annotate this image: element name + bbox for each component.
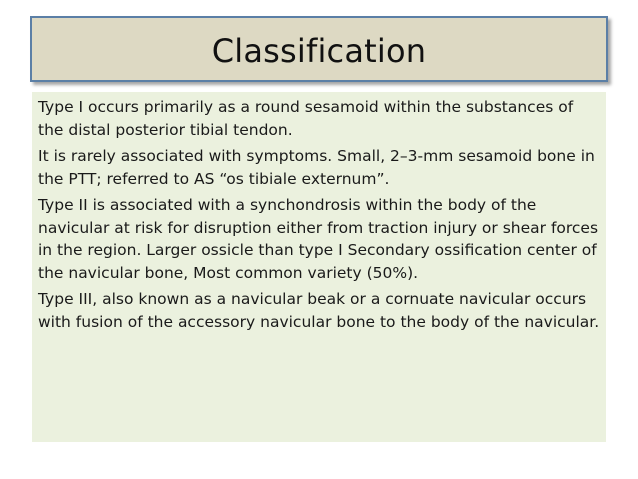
content-box [32,92,606,442]
title-box [30,16,608,82]
paragraph-type-2: Type II is associated with a synchondrosis within the body of the navicular at risk for disruption either from traction injury or shear forces in the region. Larger ossicle than type I Secondary ossification center of the navicular bone, Most common variety (50%). [38,196,599,282]
paragraph-type-3: Type III, also known as a navicular beak or a cornuate navicular occurs with fusion of the accessory navicular bone to the body of the navicular. [38,290,600,331]
slide-title: Classification [211,32,427,70]
paragraph-type-1: Type I occurs primarily as a round sesamoid within the substances of the distal posterior tibial tendon. [38,98,574,139]
paragraph-type-1-details: It is rarely associated with symptoms. Small, 2–3-mm sesamoid bone in the PTT; referred to AS “os tibiale externum”. [38,147,595,188]
